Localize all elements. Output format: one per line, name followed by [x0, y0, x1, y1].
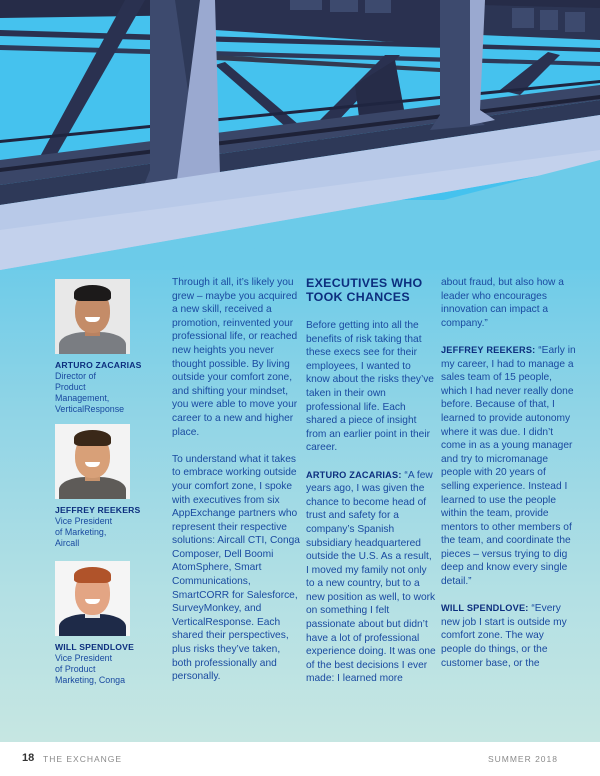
quote-speaker: ARTURO ZACARIAS:	[306, 469, 402, 480]
article-column-1	[172, 276, 300, 684]
profile-title-line: VerticalResponse	[55, 404, 125, 414]
paragraph-executives: To understand what it takes to embrace working outside your comfort zone, I spoke with executives from six AppExchange partners who represent their respective solutions: Aircall CTI, Conga Composer, Dell Boomi AtomSphere, Smart Communications, SmartCORR for Salesforce, SurveyMonkey, and VerticalResponse. Each shared their perspectives, plus risks they’ve taken, both professionally and personally.	[172, 453, 300, 683]
avatar-arturo-zacarias	[55, 279, 130, 354]
paragraph-continuation: about fraud, but also how a leader who encourages innovation can impact a company.”	[441, 277, 564, 329]
profile-jeffrey-reekers	[55, 424, 165, 549]
quote-text: “A few years ago, I was given the chance to become head of trust and safety for a company’s Spanish subsidiary headquartered outside the U.S. As a result, I moved my family not only to a new country, but to a new position as well, to work on something I felt passionate about but didn’t have a lot of professional experience doing. It was one of the best decisions I ever made: I learned more	[306, 469, 436, 685]
profile-title-line: of Product	[55, 664, 96, 674]
article-column-3	[441, 276, 576, 670]
section-heading	[306, 276, 436, 304]
quote-speaker: WILL SPENDLOVE:	[441, 603, 529, 614]
profile-title-line: Aircall	[55, 538, 80, 548]
issue-date: SUMMER 2018	[487, 754, 558, 764]
quote-text: “Every new job I start is outside my comfort zone. The way people do things, or the customer base, or the	[441, 603, 567, 669]
section-heading-line: EXECUTIVES WHO	[306, 276, 423, 290]
profile-title-line: Management,	[55, 393, 110, 403]
profile-will-spendlove	[55, 561, 165, 686]
profile-title-line: of Marketing,	[55, 527, 107, 537]
quote-jeffrey-reekers	[441, 344, 576, 589]
quote-speaker: JEFFREY REEKERS:	[441, 344, 536, 355]
paragraph-section-intro: Before getting into all the benefits of risk taking that these execs see for their employees, I wanted to know about the risks they’ve taken in their own professional life. Each shared a piece of insight from an earlier point in their career.	[306, 320, 434, 454]
profile-name: JEFFREY REEKERS	[55, 505, 141, 515]
page-footer	[0, 742, 600, 776]
hero-bridge-illustration	[0, 0, 600, 270]
page-number: 18	[22, 752, 35, 764]
profile-arturo-zacarias	[55, 279, 165, 415]
avatar-will-spendlove	[55, 561, 130, 636]
profile-title-line: Vice President	[55, 653, 113, 663]
profile-title-line: Marketing, Conga	[55, 675, 126, 685]
profile-title-line: Director of	[55, 371, 96, 381]
section-heading-line: TOOK CHANCES	[306, 290, 410, 304]
profile-title-line: Product	[55, 382, 86, 392]
paragraph-intro: Through it all, it’s likely you grew – maybe you acquired a new skill, received a promotion, reinvented your professional life, or reached new heights you never thought possible. By living outside your comfort zone, and shifting your mindset, you were able to move your career to a new and higher place.	[172, 277, 298, 438]
article-column-2	[306, 276, 436, 686]
profile-name: WILL SPENDLOVE	[55, 642, 135, 652]
avatar-jeffrey-reekers	[55, 424, 130, 499]
profile-name: ARTURO ZACARIAS	[55, 360, 142, 370]
profile-title-line: Vice President	[55, 516, 113, 526]
quote-will-spendlove	[441, 602, 576, 670]
quote-arturo-zacarias	[306, 469, 436, 687]
magazine-name: THE EXCHANGE	[43, 754, 123, 764]
quote-text: “Early in my career, I had to manage a sales team of 15 people, which I had never really done before. Because of that, I learned to provide autonomy where it was due. I didn’t come in as a young manager and try to micromanage people with 20 years of selling experience. Instead I learned to use the people within the team, provide mentors to other members of the team, and coordinate the pieces – versus trying to dig deep and know every single detail.”	[441, 344, 576, 588]
